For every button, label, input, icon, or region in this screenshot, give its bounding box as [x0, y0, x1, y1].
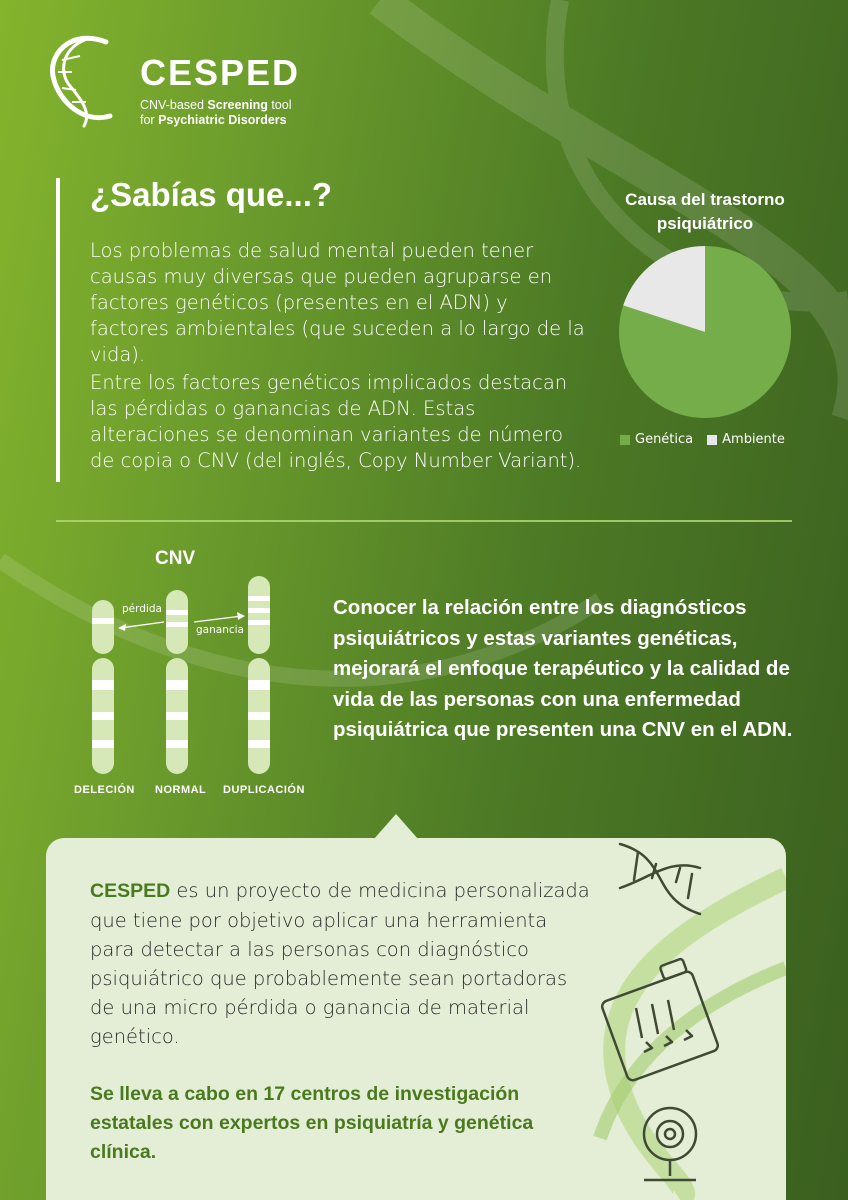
arrow-ganancia-icon [194, 612, 245, 622]
card-pointer [374, 814, 418, 839]
chromosome-duplication [248, 576, 270, 774]
tagline-part-bold: Screening [207, 98, 268, 112]
legend-swatch-genetica [620, 435, 630, 445]
section-title: ¿Sabías que...? [90, 176, 333, 213]
tagline-part: tool [267, 98, 292, 112]
pie-chart [615, 242, 795, 422]
cnv-diagram-title: CNV [155, 548, 196, 569]
dna-logo-icon [40, 32, 120, 128]
brand-name: CESPED [140, 52, 301, 93]
section-divider [56, 520, 792, 522]
tagline-part: CNV-based [140, 98, 208, 112]
pie-chart-title: Causa del trastorno psiquiátrico [625, 190, 785, 233]
pie-legend [620, 432, 785, 447]
card-closing-text: Se lleva a cabo en 17 centros de investigación estatales con expertos en psiquiatría y genética clínica. [90, 1083, 534, 1163]
chromosome-deletion [92, 600, 114, 774]
label-perdida: pérdida [122, 603, 162, 615]
tagline-part-bold: Psychiatric Disorders [158, 113, 287, 127]
label-delecion: DELECIÓN [74, 784, 135, 796]
tagline-part: for [140, 113, 159, 127]
legend-item-genetica [620, 432, 693, 447]
arrow-perdida-icon [118, 622, 164, 631]
chromosome-normal [166, 590, 188, 774]
legend-swatch-ambiente [707, 435, 717, 445]
legend-item-ambiente [707, 432, 785, 447]
logo [40, 32, 320, 132]
legend-label-ambiente: Ambiente [722, 432, 785, 447]
section-accent-bar [56, 178, 60, 482]
card-body: es un proyecto de medicina personalizada que tiene por objetivo aplicar una herramienta para detectar a las personas con diagnóstico psiquiátrico que probablemente sean portadoras de una micro pérdida o ganancia de material genético. [90, 879, 590, 1048]
legend-label-genetica: Genética [635, 432, 694, 447]
card-accent-cesped: CESPED [90, 880, 171, 902]
card-body-text [90, 876, 590, 1051]
label-ganancia: ganancia [196, 624, 244, 636]
intro-paragraph-1: Los problemas de salud mental pueden tener causas muy diversas que pueden agruparse en factores genéticos (presentes en el ADN) y factores ambientales (que suceden a lo largo de la vida). [90, 239, 585, 366]
brand-tagline [140, 98, 291, 128]
highlight-text: Conocer la relación entre los diagnósticos psiquiátricos y estas variantes genéticas, mejorará el enfoque terapéutico y la calidad de vida de las personas con una enfermedad psiquiátrica que presenten una CNV en el ADN. [333, 596, 793, 741]
label-duplicacion: DUPLICACIÓN [223, 784, 305, 796]
intro-paragraph-2: Entre los factores genéticos implicados destacan las pérdidas o ganancias de ADN. Estas alteraciones se denominan variantes de número de copia o CNV (del inglés, Copy Number Variant). [90, 371, 582, 472]
label-normal: NORMAL [155, 784, 207, 796]
dna-icon [620, 844, 700, 914]
cnv-chromosome-diagram [66, 570, 306, 800]
